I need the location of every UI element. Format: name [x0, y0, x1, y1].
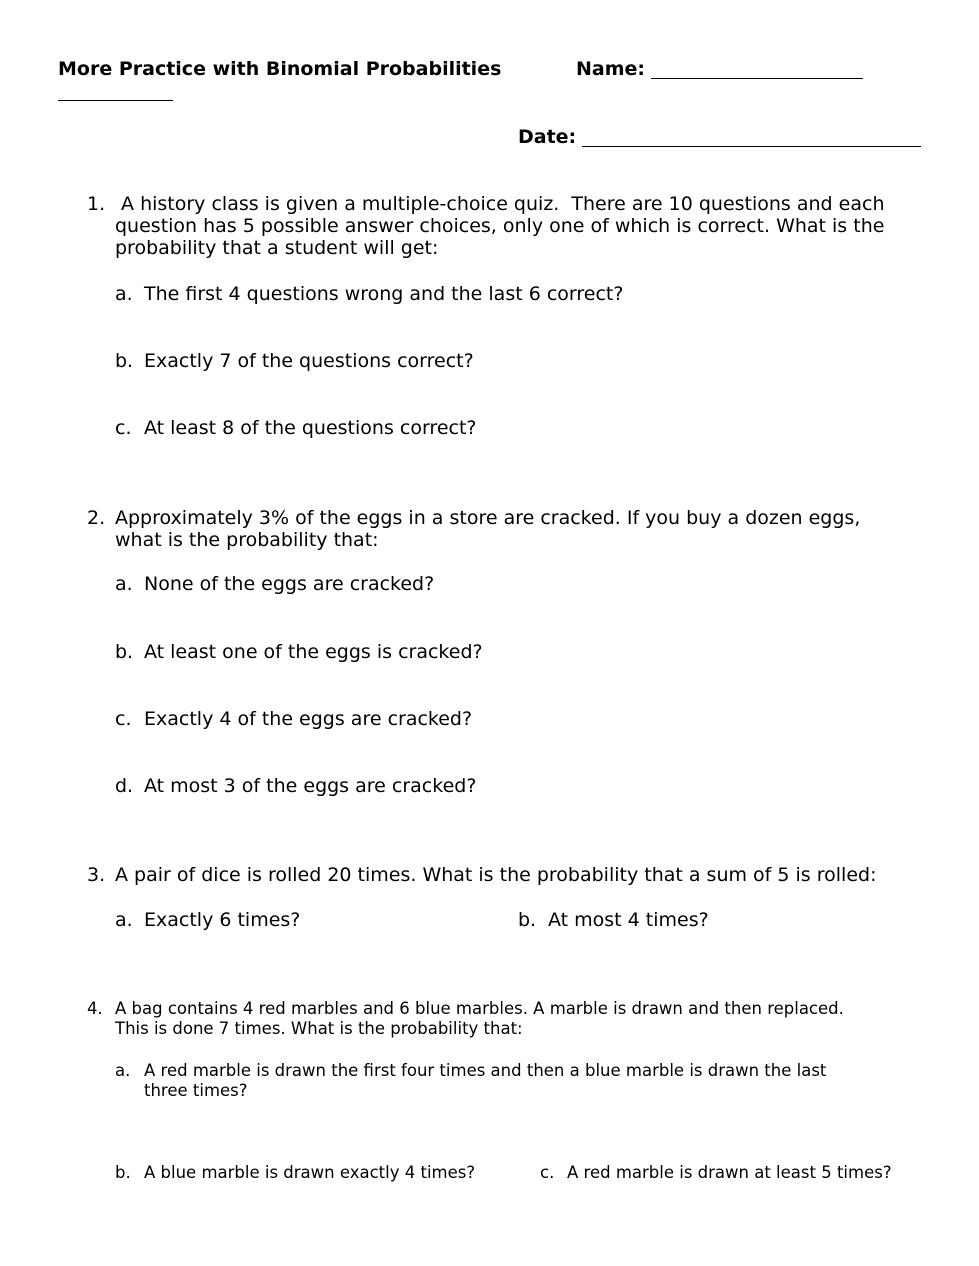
- question-2a-text: None of the eggs are cracked?: [144, 573, 435, 595]
- question-3a-letter: a.: [115, 909, 133, 931]
- question-1-line-3: probability that a student will get:: [115, 237, 439, 259]
- worksheet-title: More Practice with Binomial Probabilities: [58, 58, 502, 80]
- question-1-line-2: question has 5 possible answer choices, only one of which is correct. What is the: [115, 215, 885, 237]
- question-1a-text: The first 4 questions wrong and the last 6 correct?: [144, 283, 624, 305]
- question-2b-text: At least one of the eggs is cracked?: [144, 641, 483, 663]
- question-3b-letter: b.: [518, 909, 537, 931]
- question-3b-text: At most 4 times?: [548, 909, 709, 931]
- question-4c-text: A red marble is drawn at least 5 times?: [567, 1163, 892, 1182]
- question-4a-letter: a.: [115, 1061, 131, 1080]
- question-4b-letter: b.: [115, 1163, 131, 1182]
- name-blank-line[interactable]: [651, 60, 863, 79]
- name-label: Name:: [576, 58, 646, 80]
- question-4-number: 4.: [87, 999, 103, 1018]
- question-2c-letter: c.: [115, 708, 132, 730]
- question-2d-text: At most 3 of the eggs are cracked?: [144, 775, 477, 797]
- question-1c-text: At least 8 of the questions correct?: [144, 417, 477, 439]
- question-2-line-1: Approximately 3% of the eggs in a store are cracked. If you buy a dozen eggs,: [115, 507, 861, 529]
- question-4c-letter: c.: [540, 1163, 555, 1182]
- question-2a-letter: a.: [115, 573, 133, 595]
- question-1b-letter: b.: [115, 350, 134, 372]
- date-blank-line[interactable]: [582, 128, 921, 147]
- question-1-line-1: A history class is given a multiple-choice quiz. There are 10 questions and each: [115, 193, 885, 215]
- question-2-line-2: what is the probability that:: [115, 529, 379, 551]
- question-4a-text-line-1: A red marble is drawn the first four times and then a blue marble is drawn the last: [144, 1061, 827, 1080]
- question-1a-letter: a.: [115, 283, 133, 305]
- question-2b-letter: b.: [115, 641, 134, 663]
- question-3a-text: Exactly 6 times?: [144, 909, 301, 931]
- question-3-number: 3.: [87, 864, 106, 886]
- question-4a-text-line-2: three times?: [144, 1081, 248, 1100]
- question-1b-text: Exactly 7 of the questions correct?: [144, 350, 474, 372]
- question-4b-text: A blue marble is drawn exactly 4 times?: [144, 1163, 476, 1182]
- question-1-number: 1.: [87, 193, 106, 215]
- name-blank-line-continued[interactable]: [58, 83, 173, 101]
- question-4-line-1: A bag contains 4 red marbles and 6 blue marbles. A marble is drawn and then replaced.: [115, 999, 844, 1018]
- question-2-number: 2.: [87, 507, 106, 529]
- question-2c-text: Exactly 4 of the eggs are cracked?: [144, 708, 473, 730]
- question-1c-letter: c.: [115, 417, 132, 439]
- question-3-line-1: A pair of dice is rolled 20 times. What is the probability that a sum of 5 is rolled:: [115, 864, 877, 886]
- date-label: Date:: [518, 126, 577, 148]
- question-4-line-2: This is done 7 times. What is the probability that:: [115, 1019, 523, 1038]
- question-2d-letter: d.: [115, 775, 134, 797]
